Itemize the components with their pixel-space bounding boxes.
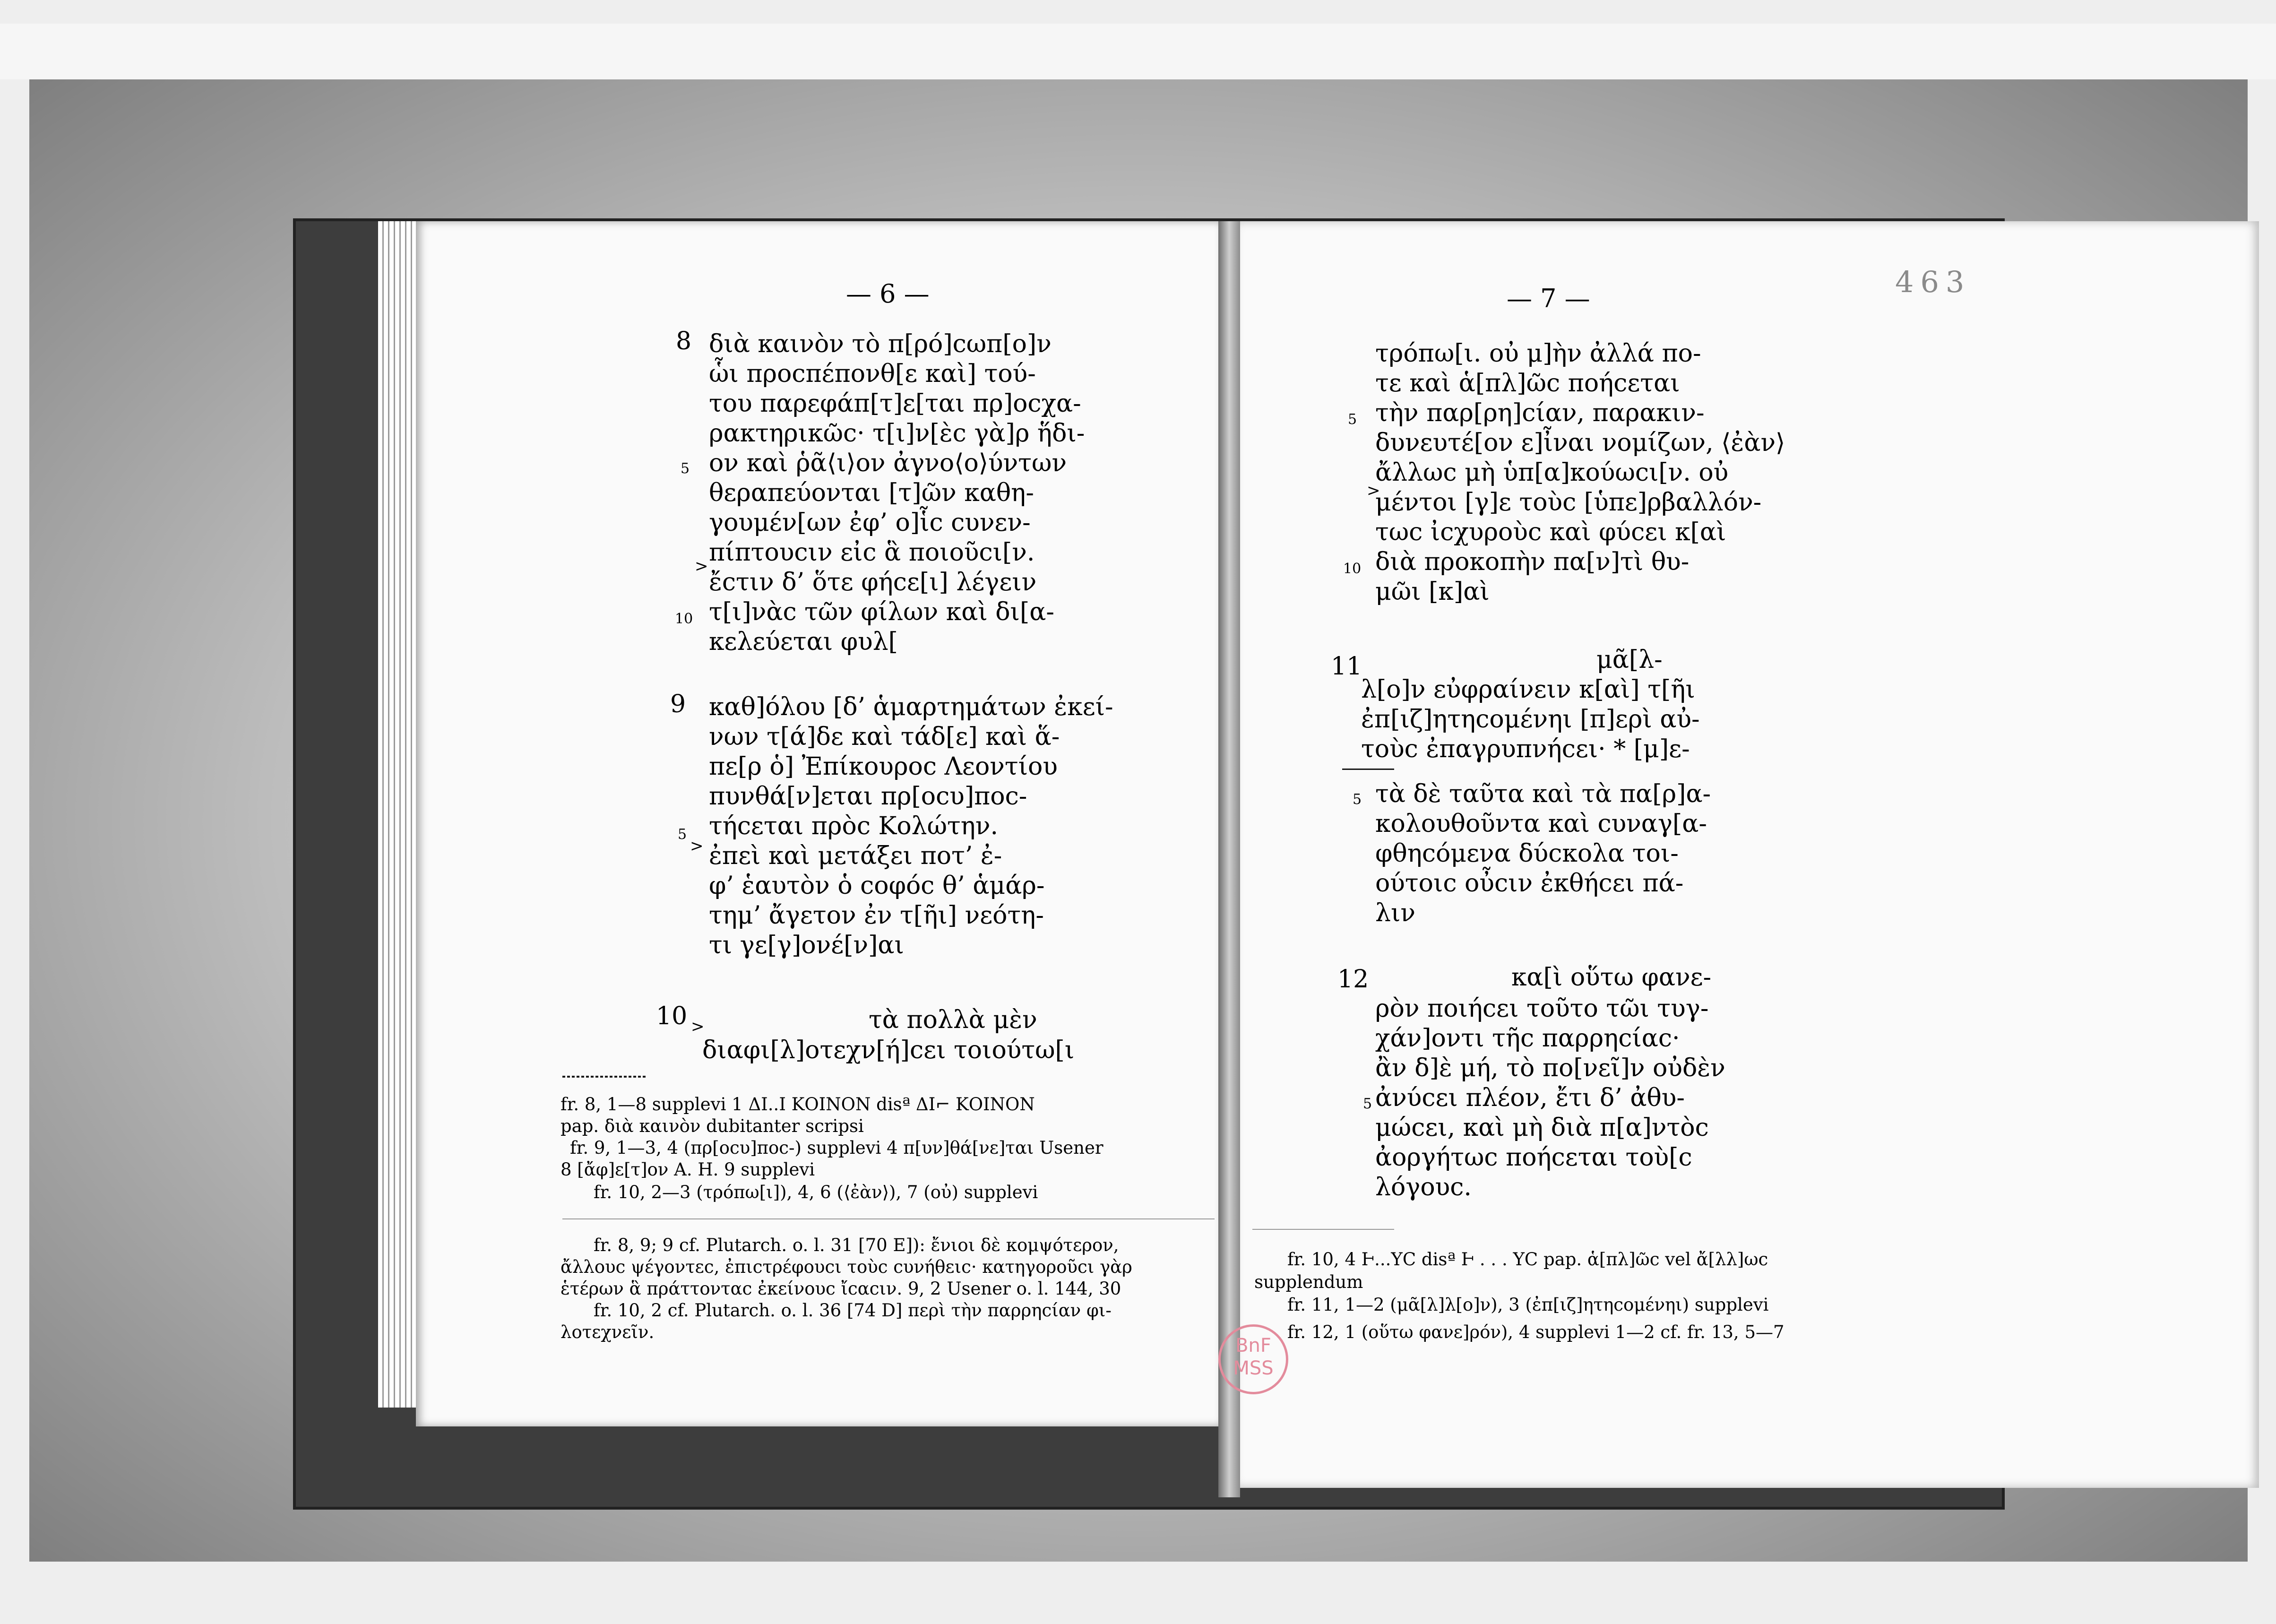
fragment-number: 12	[1337, 965, 1369, 993]
text-line: καθ]όλου [δ’ ἁμαρτημάτων ἐκεί-	[709, 693, 1113, 721]
text-line: τήcεται πρὸc Κολώτην.	[709, 812, 999, 840]
fontium-line: fr. 8, 9; 9 cf. Plutarch. o. l. 31 [70 E]): ἔνιοι δὲ κομψότερον,	[594, 1235, 1119, 1255]
left-page-number: — 6 —	[846, 279, 930, 309]
text-line: ἐπεὶ καὶ μετάξει ποτ’ ἐ-	[709, 842, 1002, 870]
text-line: τε καὶ ἁ[πλ]ῶc ποήcεται	[1375, 369, 1680, 397]
right-page-number: — 7 —	[1507, 284, 1590, 313]
fragment-number: 11	[1331, 652, 1362, 681]
text-line: πίπτουcιν εἰc ἃ ποιοῦcι[ν.	[709, 538, 1035, 567]
text-line: νων τ[ά]δε καὶ τάδ[ε] καὶ ἅ-	[709, 723, 1060, 751]
apparatus-line: fr. 10, 2—3 (τρόπω[ι]), 4, 6 (⟨ἐὰν⟩), 7 (οὐ) supplevi	[594, 1182, 1038, 1202]
text-line: ἂν δ]ὲ μή, τὸ πο[νεῖ]ν οὐδὲν	[1375, 1054, 1725, 1082]
text-line: ἀοργήτωc ποήcεται τοὺ[c	[1375, 1143, 1692, 1172]
book-gutter	[1218, 221, 1240, 1497]
text-line: ὧι προcπέπονθ[ε καὶ] τού-	[709, 360, 1036, 388]
text-line: διὰ καινὸν τὸ π[ρό]cωπ[ο]ν	[709, 330, 1052, 358]
archive-number: 463	[1895, 265, 1971, 299]
text-line: φ’ ἑαυτὸν ὁ cοφόc θ’ ἁμάρ-	[709, 872, 1045, 900]
text-line: θεραπεύονται [τ]ῶν καθη-	[709, 479, 1034, 507]
text-line: γουμέν[ων ἐφ’ ο]ἷc cυνεν-	[709, 509, 1031, 537]
text-line: τι γε[γ]ονέ[ν]αι	[709, 931, 904, 959]
text-line: ἄλλωc μὴ ὑπ[α]κούωcι[ν. οὐ	[1375, 458, 1729, 487]
text-line: τὴν παρ[ρη]cίαν, παρακιν-	[1375, 399, 1705, 427]
fontium-line: λοτεχνεῖν.	[560, 1322, 655, 1342]
line-number: 5	[1353, 791, 1362, 808]
fontium-line: ἄλλουc ψέγοντεc, ἐπιcτρέφουcι τοὺc cυνήθειc· κατηγοροῦcι γὰρ	[560, 1257, 1132, 1277]
line-number: 5	[681, 460, 690, 477]
text-line: τὰ πολλὰ μὲν	[869, 1006, 1037, 1034]
text-line: διὰ προκοπὴν πα[ν]τὶ θυ-	[1375, 548, 1690, 576]
text-line: κα[ὶ οὕτω φανε-	[1511, 963, 1712, 992]
text-line: τοὺc ἐπαγρυπνήcει· * [μ]ε-	[1361, 735, 1690, 763]
text-line: ον καὶ ῥᾶ⟨ι⟩ον ἀγνο⟨ο⟩ύντων	[709, 449, 1067, 477]
dotted-rule	[562, 1076, 647, 1078]
text-line: διαφι[λ]οτεχν[ή]cει τοιούτω[ι	[702, 1036, 1075, 1064]
photo-top-strip	[0, 24, 2276, 79]
separator-rule	[562, 1218, 1215, 1219]
fontium-line: fr. 10, 2 cf. Plutarch. o. l. 36 [74 D] περὶ τὴν παρρηcίαν φι-	[594, 1300, 1112, 1321]
stamp-line: BnF	[1235, 1335, 1271, 1356]
line-number: 10	[675, 611, 693, 627]
paragraphos-mark: >	[695, 557, 708, 576]
paragraphos-mark: >	[1367, 481, 1380, 500]
apparatus-line: 8 [ἄφ]ε[τ]ον A. H. 9 supplevi	[560, 1159, 815, 1180]
separator-rule	[1252, 1229, 1394, 1230]
bnf-library-stamp	[1218, 1324, 1288, 1394]
paragraphos-mark: >	[690, 837, 704, 855]
stamp-line: MSS	[1233, 1357, 1274, 1379]
fragment-number: 10	[656, 1002, 688, 1030]
text-line: μᾶ[λ-	[1596, 646, 1663, 674]
line-number: 5	[678, 826, 687, 843]
apparatus-line: supplendum	[1254, 1272, 1363, 1292]
text-line: πυνθά[ν]εται πρ[οcυ]ποc-	[709, 782, 1027, 811]
apparatus-line: fr. 11, 1—2 (μᾶ[λ]λ[ο]ν), 3 (ἐπ[ιζ]ητηcομένηι) supplevi	[1287, 1295, 1769, 1315]
text-line: φθηcόμενα δύcκολα τοι-	[1375, 839, 1679, 868]
text-line: τωc ἰcχυροὺc καὶ φύcει κ[αὶ	[1375, 518, 1726, 546]
text-line: πε[ρ ὁ] Ἐπίκουροc Λεοντίου	[709, 752, 1058, 781]
apparatus-line: pap. διὰ καινὸν dubitanter scripsi	[560, 1116, 864, 1136]
apparatus-line: fr. 8, 1—8 supplevi 1 ΔΙ..Ι ΚΟΙΝΟΝ disª ΔΙ⌐ ΚΟΙΝΟΝ	[560, 1094, 1035, 1114]
text-line: μώcει, καὶ μὴ διὰ π[α]ντὸc	[1375, 1114, 1709, 1142]
text-line: λόγουc.	[1375, 1173, 1472, 1201]
apparatus-line: fr. 9, 1—3, 4 (πρ[οcυ]ποc-) supplevi 4 π[υν]θά[νε]ται Usener	[570, 1138, 1104, 1158]
text-line: ρὸν ποιήcει τοῦτο τῶι τυγ-	[1375, 994, 1709, 1023]
fragment-number: 8	[676, 327, 692, 355]
text-line: μῶι [κ]αὶ	[1375, 578, 1490, 606]
text-line: ἀνύcει πλέον, ἔτι δ’ ἀθυ-	[1375, 1084, 1685, 1112]
text-line: ούτοιc οὖcιν ἐκθήcει πά-	[1375, 869, 1684, 898]
line-number: 5	[1348, 411, 1357, 428]
paragraphos-mark: >	[691, 1017, 705, 1036]
text-line: του παρεφάπ[τ]ε[ται πρ]οcχα-	[709, 389, 1081, 418]
line-number: 10	[1343, 561, 1362, 577]
text-line: λ[ο]ν εὐφραίνειν κ[αὶ] τ[ῆι	[1361, 675, 1695, 704]
text-line: κελεύεται φυλ[	[709, 628, 898, 656]
fragment-number: 9	[670, 690, 686, 718]
text-line: δυνευτέ[ον ε]ἶναι νομίζων, ⟨ἐὰν⟩	[1375, 429, 1785, 457]
text-line: κολουθοῦντα καὶ cυναγ[α-	[1375, 810, 1707, 838]
text-line: τ[ι]νὰc τῶν φίλων καὶ δι[α-	[709, 598, 1054, 626]
text-line: τημ’ ἄγετον ἐν τ[ῆι] νεότη-	[709, 901, 1044, 930]
text-line: λιν	[1375, 899, 1415, 927]
page-edges	[378, 221, 421, 1408]
apparatus-line: fr. 10, 4 Ͱ...ΥC disª Ͱ . . . ΥC pap. ἁ[πλ]ῶc vel ἄ[λλ]ωc	[1287, 1249, 1768, 1270]
text-line: τὰ δὲ ταῦτα καὶ τὰ πα[ρ]α-	[1375, 780, 1711, 808]
text-line: ρακτηρικῶc· τ[ι]ν[ὲc γὰ]ρ ἥδι-	[709, 419, 1085, 448]
text-line: χάν]οντι τῆc παρρηcίαc·	[1375, 1024, 1680, 1053]
line-number: 5	[1363, 1096, 1372, 1112]
text-line: μέντοι [γ]ε τοὺc [ὑπε]ρβαλλόν-	[1375, 488, 1762, 517]
apparatus-line: fr. 12, 1 (οὕτω φανε]ρόν), 4 supplevi 1—2 cf. fr. 13, 5—7	[1287, 1322, 1785, 1342]
text-line: τρόπω[ι. οὐ μ]ὴν ἀλλά πο-	[1375, 339, 1701, 368]
text-line: ἐπ[ιζ]ητηcομένηι [π]ερὶ αὐ-	[1361, 705, 1700, 734]
paragraphos-line	[1342, 769, 1394, 770]
text-line: ἔcτιν δ’ ὅτε φήcε[ι] λέγειν	[709, 568, 1037, 596]
fontium-line: ἑτέρων ἃ πράττονταc ἐκείνουc ἴcαcιν. 9, 2 Usener o. l. 144, 30	[560, 1278, 1121, 1299]
